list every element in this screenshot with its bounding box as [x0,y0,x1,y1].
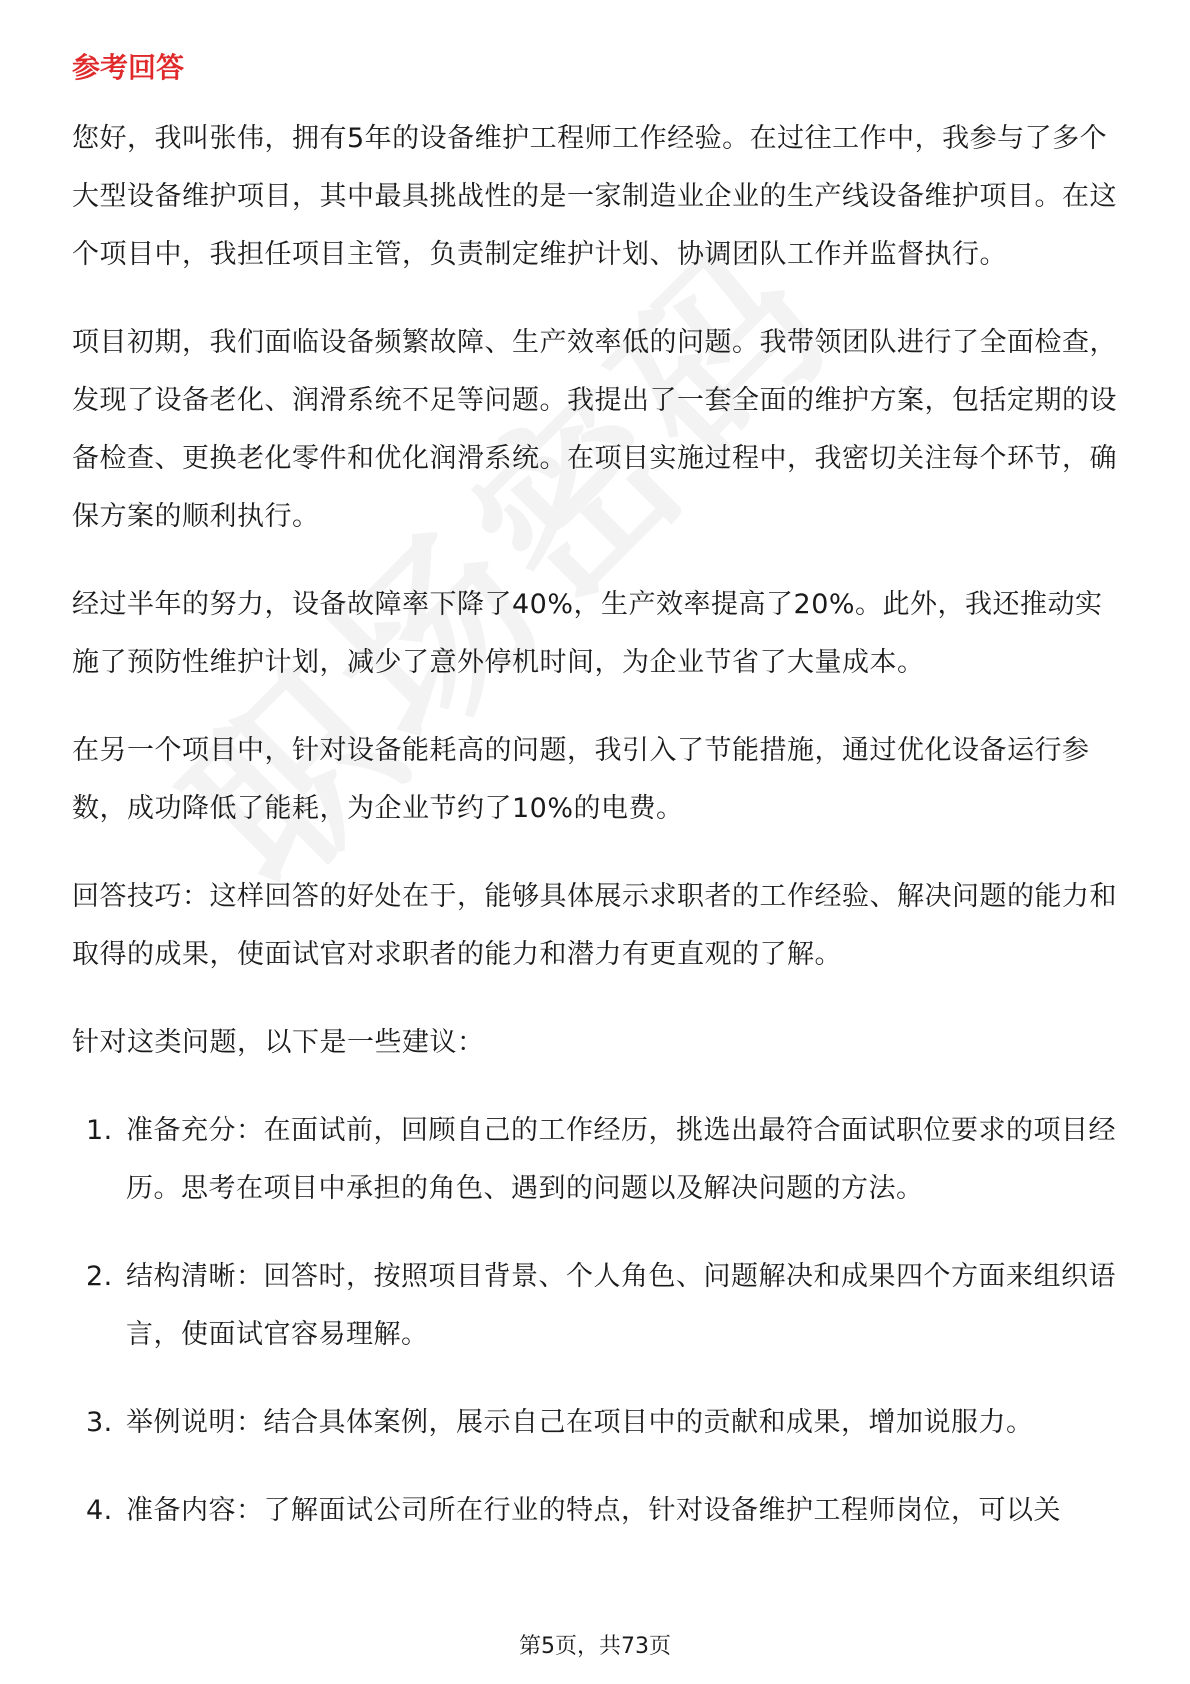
list-item [72,1102,1122,1218]
list-item-text: 举例说明：结合具体案例，展示自己在项目中的贡献和成果，增加说服力。 [126,1407,1034,1438]
list-item-text: 准备充分：在面试前，回顾自己的工作经历，挑选出最符合面试职位要求的项目经历。思考在项目中承担的角色、遇到的问题以及解决问题的方法。 [126,1115,1116,1204]
list-item-text: 准备内容：了解面试公司所在行业的特点，针对设备维护工程师岗位，可以关 [126,1495,1061,1526]
content [72,48,1122,1570]
list-item-number: 1. [86,1115,113,1146]
paragraph: 经过半年的努力，设备故障率下降了40%，生产效率提高了20%。此外，我还推动实施了预防性维护计划，减少了意外停机时间，为企业节省了大量成本。 [72,589,1103,678]
paragraph: 项目初期，我们面临设备频繁故障、生产效率低的问题。我带领团队进行了全面检查，发现了设备老化、润滑系统不足等问题。我提出了一套全面的维护方案，包括定期的设备检查、更换老化零件和优化润滑系统。在项目实施过程中，我密切关注每个环节，确保方案的顺利执行。 [72,327,1117,532]
section-title: 参考回答 [72,51,185,84]
paragraph: 针对这类问题，以下是一些建议： [72,1027,485,1058]
list-item [72,1482,1122,1540]
paragraph: 您好，我叫张伟，拥有5年的设备维护工程师工作经验。在过往工作中，我参与了多个大型设备维护项目，其中最具挑战性的是一家制造业企业的生产线设备维护项目。在这个项目中，我担任项目主管，负责制定维护计划、协调团队工作并监督执行。 [72,123,1117,270]
paragraph: 回答技巧：这样回答的好处在于，能够具体展示求职者的工作经验、解决问题的能力和取得的成果，使面试官对求职者的能力和潜力有更直观的了解。 [72,881,1117,970]
list-item [72,1248,1122,1364]
page-number-footer: 第5页，共73页 [519,1634,671,1659]
list-item-number: 2. [86,1261,113,1292]
paragraph: 在另一个项目中，针对设备能耗高的问题，我引入了节能措施，通过优化设备运行参数，成功降低了能耗，为企业节约了10%的电费。 [72,735,1090,824]
tips-list [72,1102,1122,1540]
list-item-number: 4. [86,1495,113,1526]
list-item-number: 3. [86,1407,113,1438]
list-item-text: 结构清晰：回答时，按照项目背景、个人角色、问题解决和成果四个方面来组织语言，使面试官容易理解。 [126,1261,1116,1350]
list-item [72,1394,1122,1452]
